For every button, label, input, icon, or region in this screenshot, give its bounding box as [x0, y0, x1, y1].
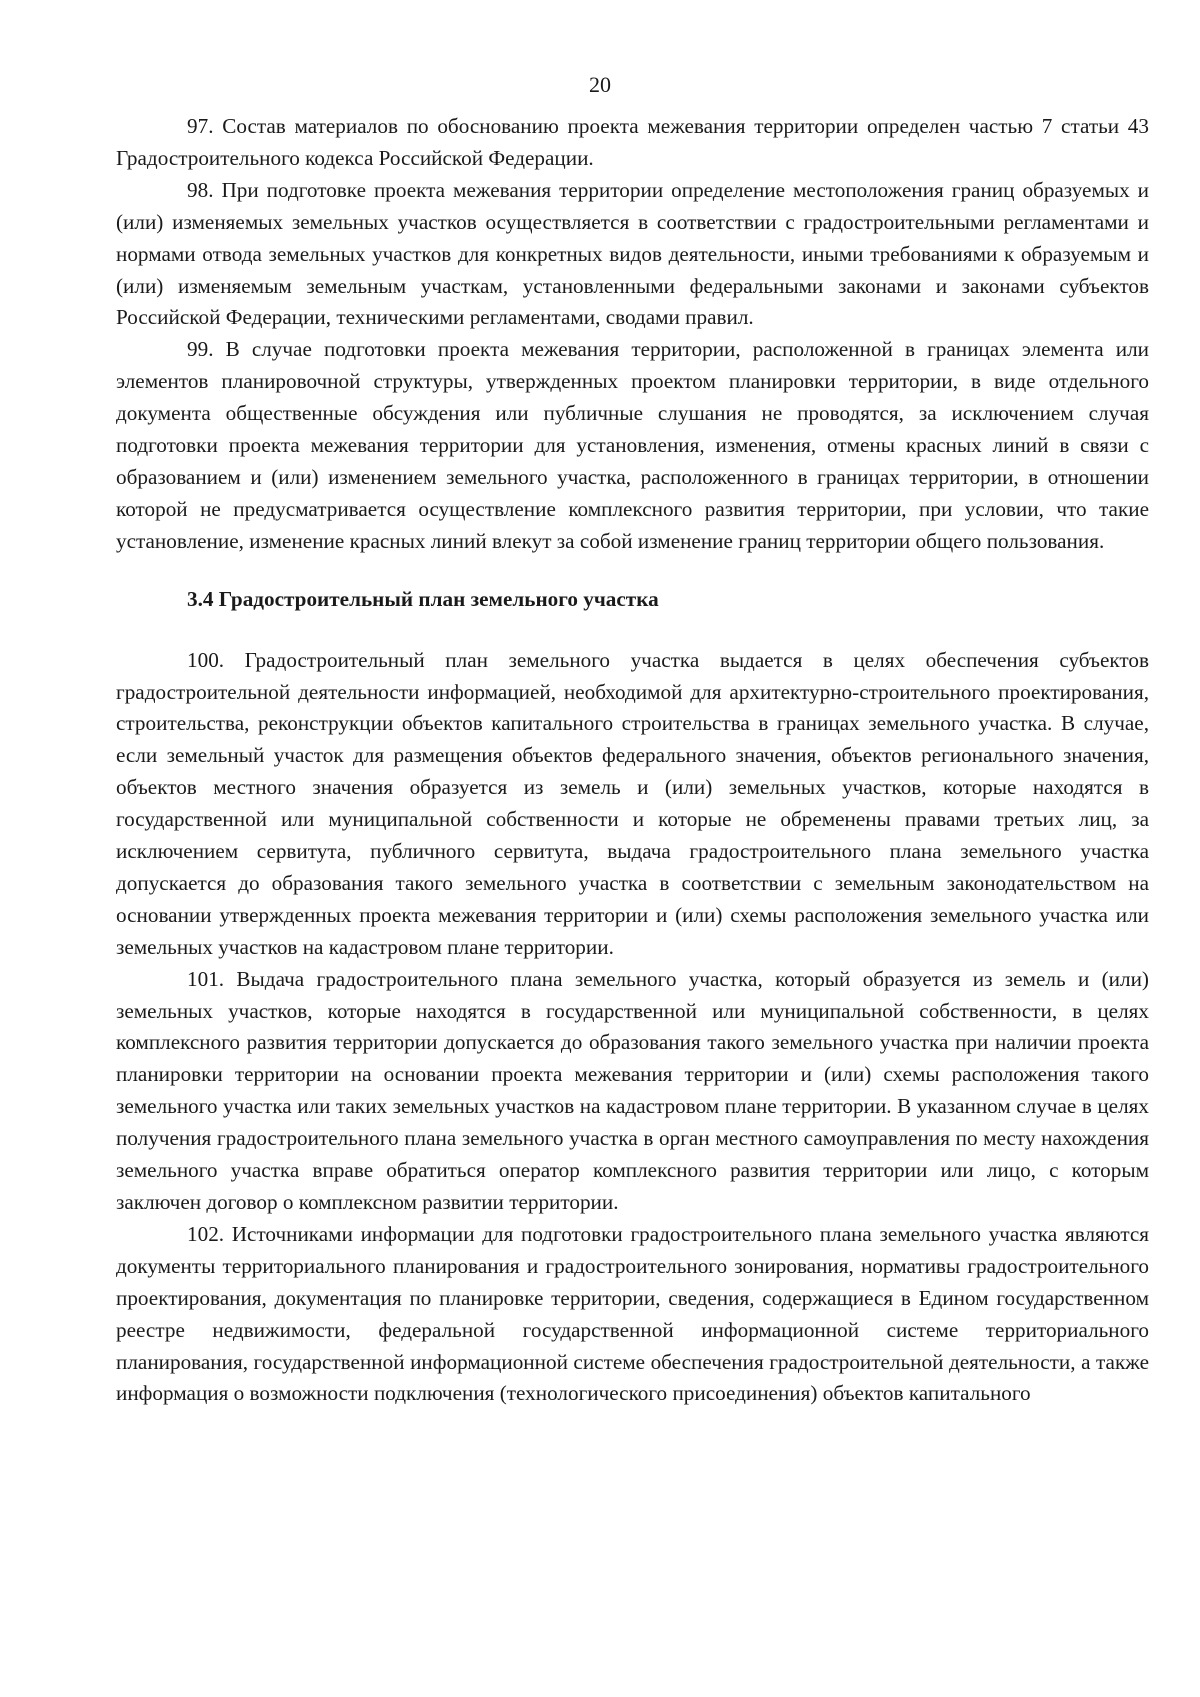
paragraph-98: 98. При подготовке проекта межевания территории определение местоположения границ образуемых и (или) изменяемых земельных участков осуществляется в соответствии с градостроительными регламентами и нормами отвода земельных участков для конкретных видов деятельности, иными требованиями к образуемым и (или) изменяемым земельным участкам, установленными федеральными законами и законами субъектов Российской Федерации, техническими регламентами, сводами правил. — [116, 177, 1149, 330]
section-heading: 3.4 Градостроительный план земельного участка — [187, 586, 659, 611]
paragraph-101: 101. Выдача градостроительного плана земельного участка, который образуется из земель и (или) земельных участков, которые находятся в государственной или муниципальной собственности, в целях комплексного развития территории допускается до образования такого земельного участка при наличии проекта планировки территории на основании проекта межевания территории и (или) схемы расположения такого земельного участка или таких земельных участков на кадастровом плане территории. В указанном случае в целях получения градостроительного плана земельного участка в орган местного самоуправления по месту нахождения земельного участка вправе обратиться оператор комплексного развития территории или лицо, с которым заключен договор о комплексном развитии территории. — [116, 966, 1149, 1214]
document-body — [116, 111, 1149, 1410]
paragraph-99: 99. В случае подготовки проекта межевания территории, расположенной в границах элемента или элементов планировочной структуры, утвержденных проектом планировки территории, в виде отдельного документа общественные обсуждения или публичные слушания не проводятся, за исключением случая подготовки проекта межевания территории для установления, изменения, отмены красных линий в связи с образованием и (или) изменением земельного участка, расположенного в границах территории, в отношении которой не предусматривается осуществление комплексного развития территории, при условии, что такие установление, изменение красных линий влекут за собой изменение границ территории общего пользования. — [116, 337, 1149, 553]
page-number: 20 — [589, 72, 611, 97]
paragraph-100: 100. Градостроительный план земельного участка выдается в целях обеспечения субъектов градостроительной деятельности информацией, необходимой для архитектурно-строительного проектирования, строительства, реконструкции объектов капитального строительства в границах земельного участка. В случае, если земельный участок для размещения объектов федерального значения, объектов регионального значения, объектов местного значения образуется из земель и (или) земельных участков, которые находятся в государственной или муниципальной собственности и которые не обременены правами третьих лиц, за исключением сервитута, публичного сервитута, выдача градостроительного плана земельного участка допускается до образования такого земельного участка в соответствии с земельным законодательством на основании утвержденных проекта межевания территории и (или) схемы расположения земельного участка или земельных участков на кадастровом плане территории. — [116, 647, 1149, 959]
paragraph-102: 102. Источниками информации для подготовки градостроительного плана земельного участка являются документы территориального планирования и градостроительного зонирования, нормативы градостроительного проектирования, документация по планировке территории, сведения, содержащиеся в Едином государственном реестре недвижимости, федеральной государственной информационной системе территориального планирования, государственной информационной системе обеспечения градостроительной деятельности, а также информация о возможности подключения (технологического присоединения) объектов капитального — [116, 1221, 1149, 1406]
paragraph-97: 97. Состав материалов по обоснованию проекта межевания территории определен частью 7 статьи 43 Градостроительного кодекса Российской Федерации. — [116, 114, 1149, 170]
